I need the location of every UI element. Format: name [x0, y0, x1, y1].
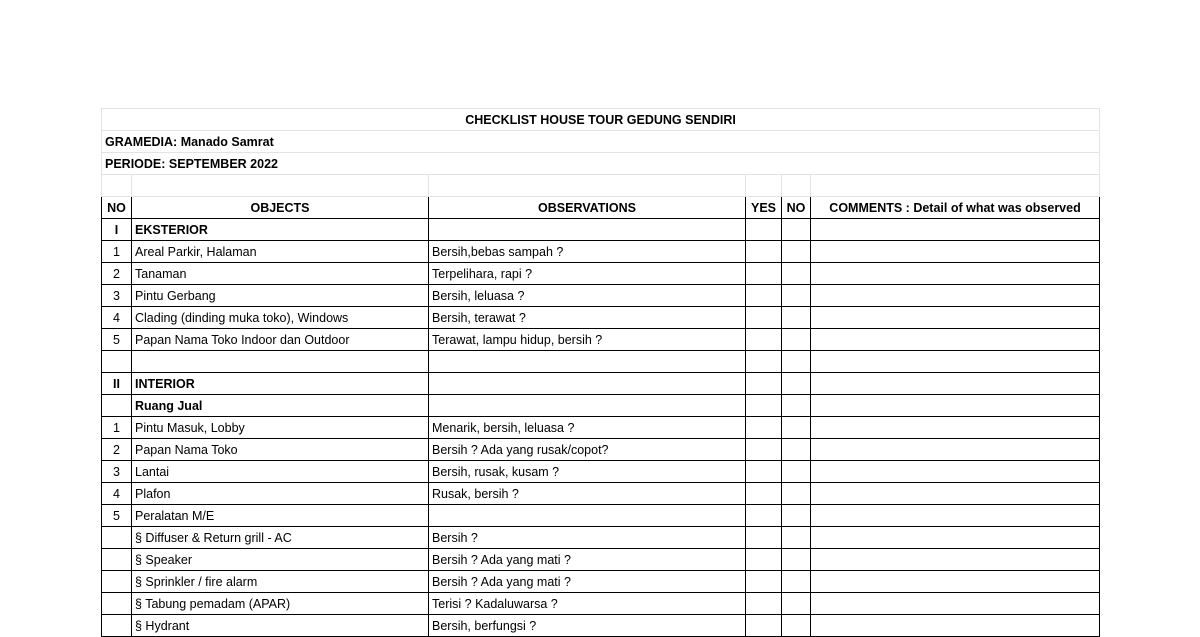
header-comments: COMMENTS : Detail of what was observed: [811, 197, 1100, 219]
yes-cell[interactable]: [746, 373, 782, 395]
row-number: [102, 571, 132, 593]
header-objects: OBJECTS: [132, 197, 429, 219]
period-row: [102, 153, 1100, 175]
comment-cell[interactable]: [811, 307, 1100, 329]
header-yes: YES: [746, 197, 782, 219]
row-observation: Terpelihara, rapi ?: [429, 263, 746, 285]
row-object: § Diffuser & Return grill - AC: [132, 527, 429, 549]
table-row: [102, 593, 1100, 615]
yes-cell[interactable]: [746, 593, 782, 615]
table-row: [102, 329, 1100, 351]
comment-cell[interactable]: [811, 439, 1100, 461]
row-number: [102, 351, 132, 373]
comment-cell[interactable]: [811, 461, 1100, 483]
store-name: GRAMEDIA: Manado Samrat: [102, 131, 1100, 153]
yes-cell[interactable]: [746, 395, 782, 417]
no-cell[interactable]: [782, 329, 811, 351]
yes-cell[interactable]: [746, 285, 782, 307]
row-object: INTERIOR: [132, 373, 429, 395]
table-row: [102, 439, 1100, 461]
row-number: [102, 593, 132, 615]
yes-cell[interactable]: [746, 483, 782, 505]
row-object: Tanaman: [132, 263, 429, 285]
row-number: 1: [102, 241, 132, 263]
row-number: II: [102, 373, 132, 395]
comment-cell[interactable]: [811, 593, 1100, 615]
row-observation: Bersih, rusak, kusam ?: [429, 461, 746, 483]
row-observation: Bersih,bebas sampah ?: [429, 241, 746, 263]
store-row: [102, 131, 1100, 153]
table-row: [102, 219, 1100, 241]
empty-cell: [746, 175, 782, 197]
no-cell[interactable]: [782, 571, 811, 593]
table-row: [102, 263, 1100, 285]
table-row: [102, 351, 1100, 373]
no-cell[interactable]: [782, 439, 811, 461]
empty-cell: [102, 175, 132, 197]
row-number: [102, 615, 132, 637]
no-cell[interactable]: [782, 373, 811, 395]
row-object: Papan Nama Toko Indoor dan Outdoor: [132, 329, 429, 351]
row-observation: [429, 373, 746, 395]
table-row: [102, 571, 1100, 593]
title-row: [102, 109, 1100, 131]
row-object: Clading (dinding muka toko), Windows: [132, 307, 429, 329]
row-object: [132, 351, 429, 373]
no-cell[interactable]: [782, 483, 811, 505]
empty-cell: [132, 175, 429, 197]
row-number: I: [102, 219, 132, 241]
row-number: 4: [102, 307, 132, 329]
row-observation: Bersih, berfungsi ?: [429, 615, 746, 637]
row-number: 2: [102, 439, 132, 461]
no-cell[interactable]: [782, 307, 811, 329]
empty-cell: [811, 175, 1100, 197]
row-object: Plafon: [132, 483, 429, 505]
header-observations: OBSERVATIONS: [429, 197, 746, 219]
table-row: [102, 527, 1100, 549]
yes-cell[interactable]: [746, 571, 782, 593]
comment-cell[interactable]: [811, 263, 1100, 285]
row-observation: Rusak, bersih ?: [429, 483, 746, 505]
row-number: 4: [102, 483, 132, 505]
row-number: 1: [102, 417, 132, 439]
no-cell[interactable]: [782, 263, 811, 285]
no-cell[interactable]: [782, 285, 811, 307]
row-number: 2: [102, 263, 132, 285]
row-object: § Tabung pemadam (APAR): [132, 593, 429, 615]
row-number: [102, 527, 132, 549]
row-number: 3: [102, 285, 132, 307]
empty-cell: [429, 175, 746, 197]
yes-cell[interactable]: [746, 527, 782, 549]
no-cell[interactable]: [782, 593, 811, 615]
comment-cell[interactable]: [811, 527, 1100, 549]
row-object: § Speaker: [132, 549, 429, 571]
row-number: 5: [102, 329, 132, 351]
yes-cell[interactable]: [746, 241, 782, 263]
row-number: 5: [102, 505, 132, 527]
comment-cell[interactable]: [811, 615, 1100, 637]
no-cell[interactable]: [782, 417, 811, 439]
header-no: NO: [102, 197, 132, 219]
header-row: [102, 197, 1100, 219]
table-row: [102, 461, 1100, 483]
table-row: [102, 307, 1100, 329]
row-observation: Bersih ? Ada yang rusak/copot?: [429, 439, 746, 461]
row-observation: Bersih ?: [429, 527, 746, 549]
no-cell[interactable]: [782, 505, 811, 527]
comment-cell[interactable]: [811, 549, 1100, 571]
row-observation: Bersih ? Ada yang mati ?: [429, 549, 746, 571]
table-row: [102, 615, 1100, 637]
row-object: EKSTERIOR: [132, 219, 429, 241]
comment-cell[interactable]: [811, 505, 1100, 527]
yes-cell[interactable]: [746, 505, 782, 527]
yes-cell[interactable]: [746, 549, 782, 571]
no-cell[interactable]: [782, 395, 811, 417]
row-observation: Terisi ? Kadaluwarsa ?: [429, 593, 746, 615]
yes-cell[interactable]: [746, 351, 782, 373]
row-object: Peralatan M/E: [132, 505, 429, 527]
spacer-row: [102, 175, 1100, 197]
row-observation: [429, 505, 746, 527]
row-object: § Hydrant: [132, 615, 429, 637]
row-observation: Bersih, leluasa ?: [429, 285, 746, 307]
row-object: Areal Parkir, Halaman: [132, 241, 429, 263]
comment-cell[interactable]: [811, 571, 1100, 593]
no-cell[interactable]: [782, 615, 811, 637]
row-number: 3: [102, 461, 132, 483]
row-number: [102, 395, 132, 417]
row-object: Ruang Jual: [132, 395, 429, 417]
comment-cell[interactable]: [811, 483, 1100, 505]
row-object: Pintu Masuk, Lobby: [132, 417, 429, 439]
row-observation: Bersih, terawat ?: [429, 307, 746, 329]
yes-cell[interactable]: [746, 417, 782, 439]
row-observation: Menarik, bersih, leluasa ?: [429, 417, 746, 439]
checklist-table: [101, 108, 1100, 637]
yes-cell[interactable]: [746, 615, 782, 637]
comment-cell[interactable]: [811, 351, 1100, 373]
row-observation: [429, 219, 746, 241]
period: PERIODE: SEPTEMBER 2022: [102, 153, 1100, 175]
row-object: § Sprinkler / fire alarm: [132, 571, 429, 593]
yes-cell[interactable]: [746, 219, 782, 241]
comment-cell[interactable]: [811, 219, 1100, 241]
no-cell[interactable]: [782, 527, 811, 549]
table-row: [102, 505, 1100, 527]
row-observation: Bersih ? Ada yang mati ?: [429, 571, 746, 593]
yes-cell[interactable]: [746, 439, 782, 461]
sheet-title: CHECKLIST HOUSE TOUR GEDUNG SENDIRI: [102, 109, 1100, 131]
row-observation: Terawat, lampu hidup, bersih ?: [429, 329, 746, 351]
no-cell[interactable]: [782, 351, 811, 373]
comment-cell[interactable]: [811, 241, 1100, 263]
table-row: [102, 483, 1100, 505]
comment-cell[interactable]: [811, 417, 1100, 439]
comment-cell[interactable]: [811, 395, 1100, 417]
row-observation: [429, 395, 746, 417]
yes-cell[interactable]: [746, 263, 782, 285]
header-no-answer: NO: [782, 197, 811, 219]
no-cell[interactable]: [782, 549, 811, 571]
table-row: [102, 549, 1100, 571]
spreadsheet-sheet: [101, 108, 1099, 637]
no-cell[interactable]: [782, 461, 811, 483]
row-object: Papan Nama Toko: [132, 439, 429, 461]
row-object: Lantai: [132, 461, 429, 483]
row-observation: [429, 351, 746, 373]
comment-cell[interactable]: [811, 285, 1100, 307]
table-row: [102, 241, 1100, 263]
empty-cell: [782, 175, 811, 197]
no-cell[interactable]: [782, 241, 811, 263]
yes-cell[interactable]: [746, 461, 782, 483]
yes-cell[interactable]: [746, 307, 782, 329]
comment-cell[interactable]: [811, 329, 1100, 351]
table-row: [102, 417, 1100, 439]
table-row: [102, 373, 1100, 395]
row-object: Pintu Gerbang: [132, 285, 429, 307]
no-cell[interactable]: [782, 219, 811, 241]
table-row: [102, 395, 1100, 417]
row-number: [102, 549, 132, 571]
table-row: [102, 285, 1100, 307]
yes-cell[interactable]: [746, 329, 782, 351]
comment-cell[interactable]: [811, 373, 1100, 395]
